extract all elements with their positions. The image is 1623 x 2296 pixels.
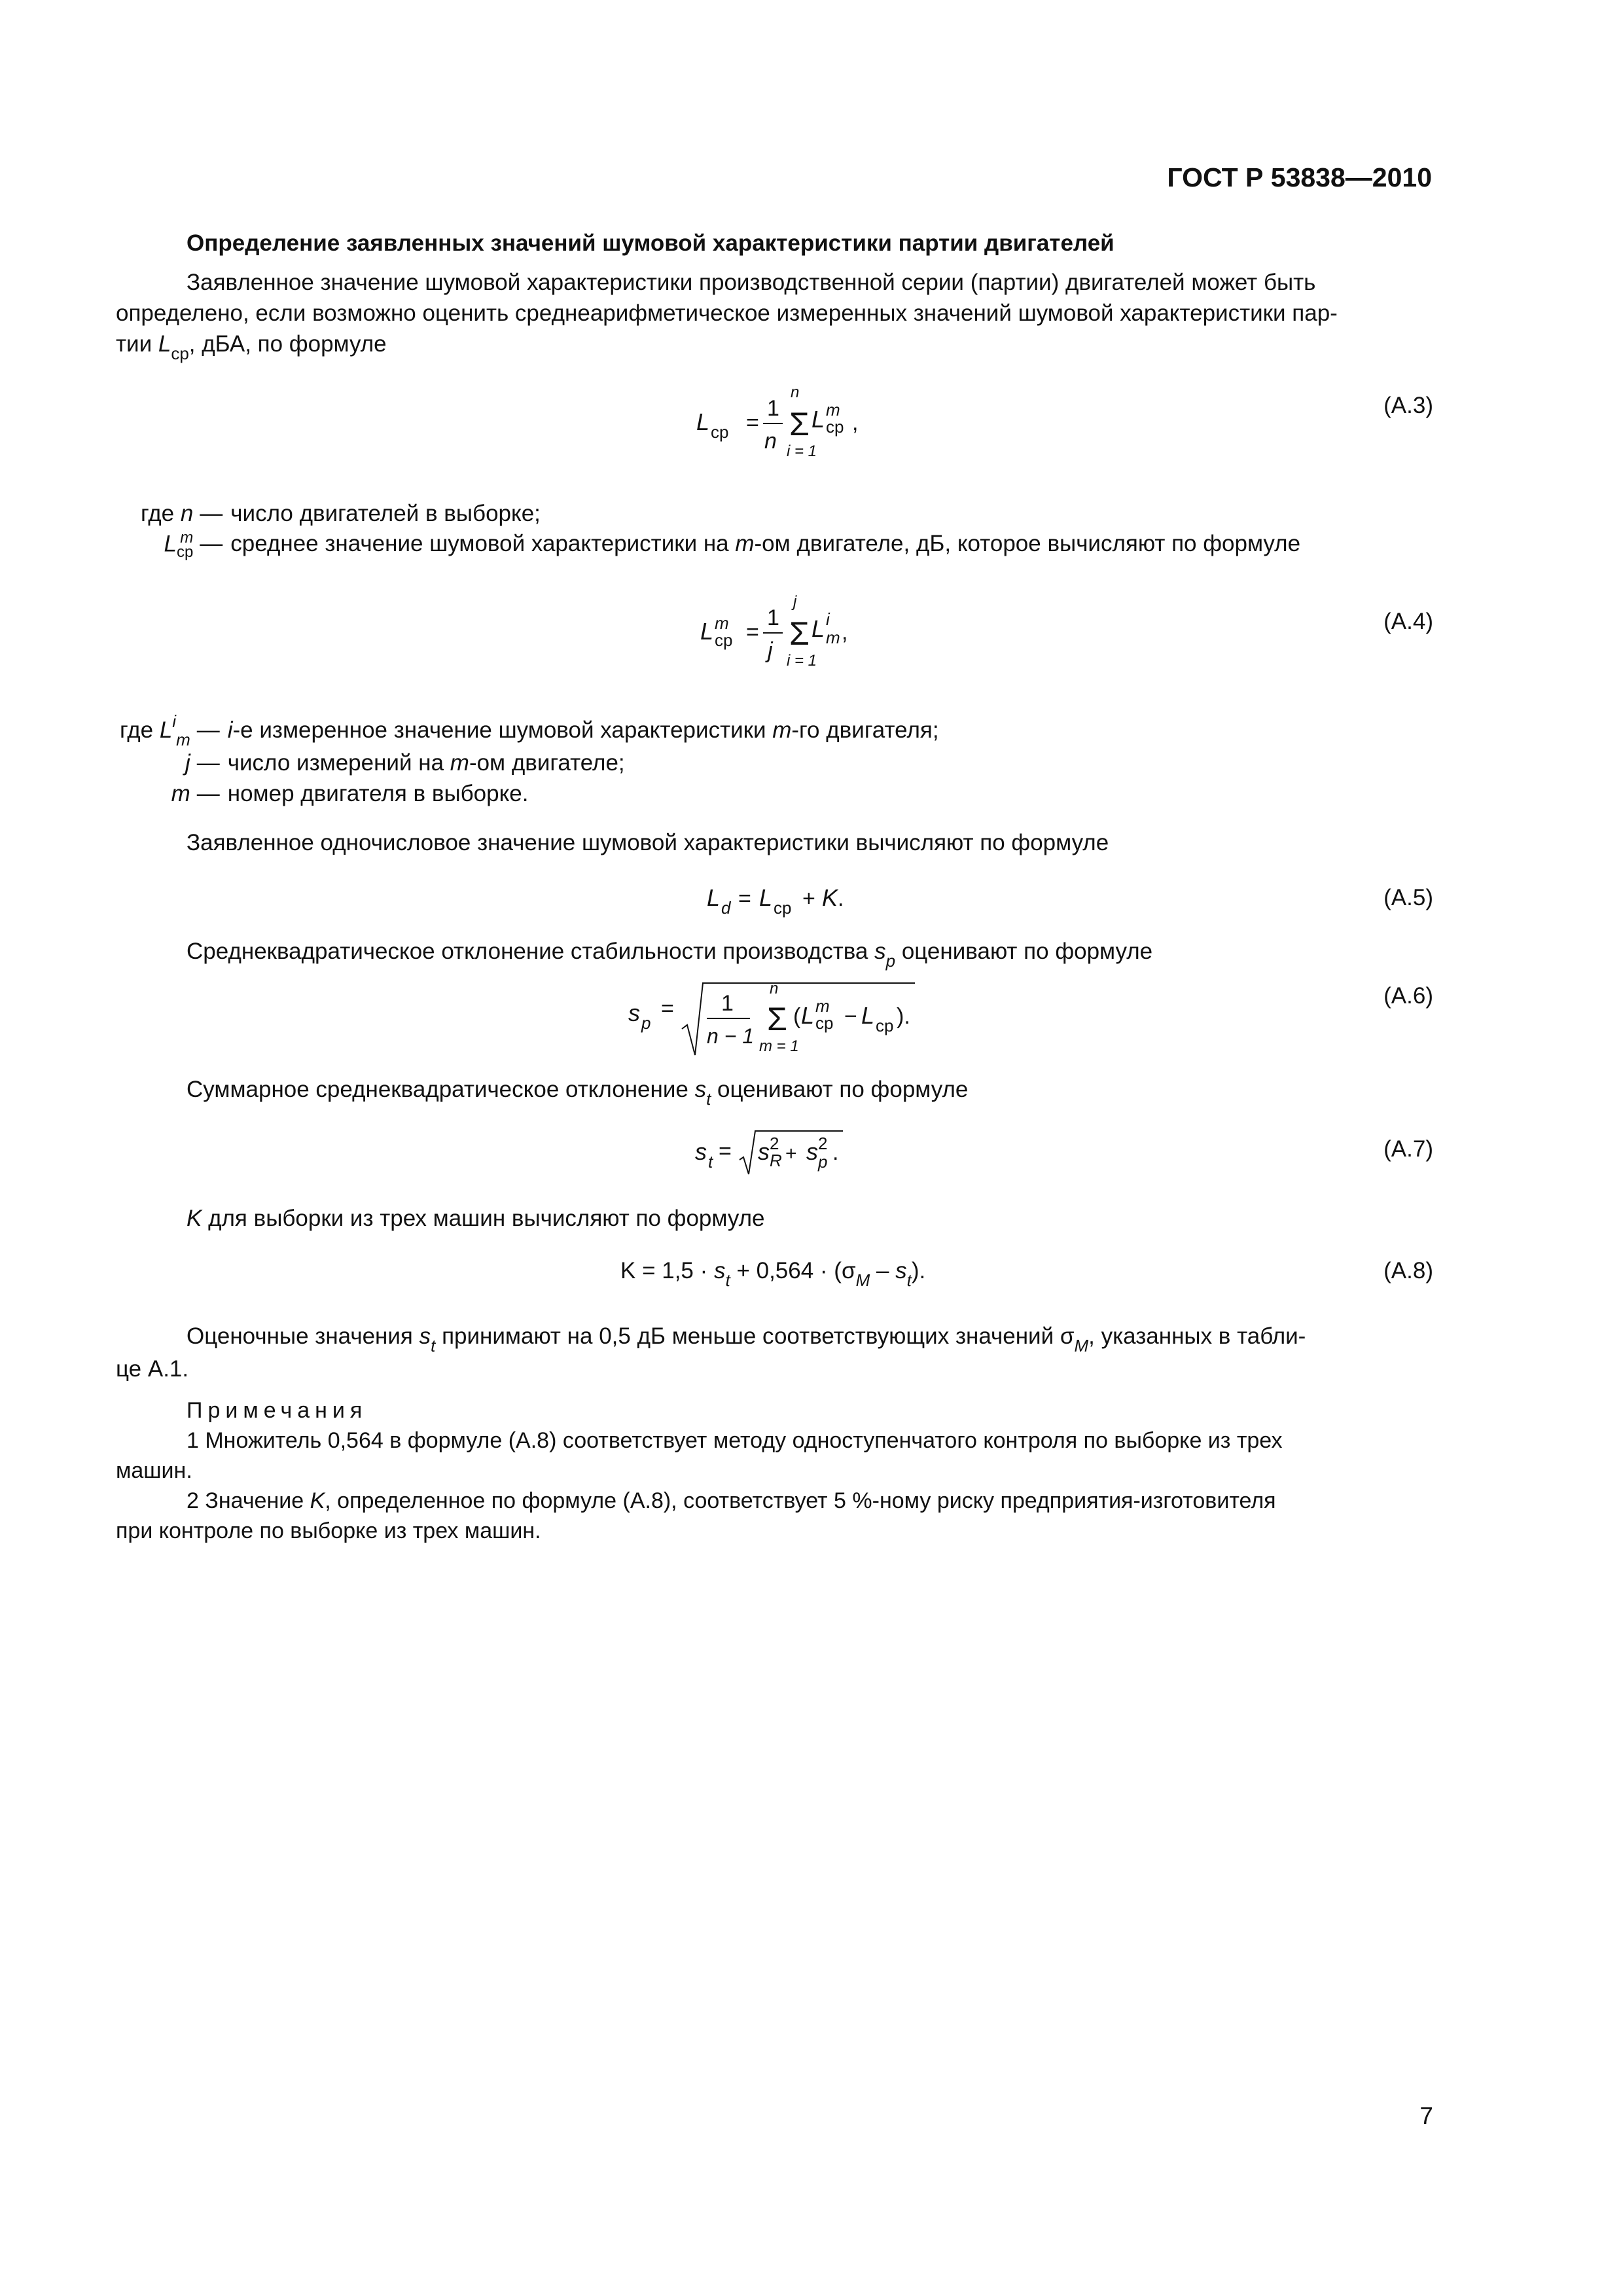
equation-a7 <box>687 1119 910 1185</box>
eq-a4-tail: , <box>842 620 848 645</box>
eq-a6-number: (A.6) <box>1383 983 1433 1009</box>
eq-a3-tail: , <box>852 410 859 435</box>
eq-a7-t1-sup: 2 <box>770 1134 779 1153</box>
eq-a7-plus: + <box>785 1143 797 1164</box>
text-before-a8: K для выборки из трех машин вычисляют по формуле <box>187 1206 765 1231</box>
eq-a4-sigma: Σ <box>789 615 810 652</box>
eq-a4-denominator: j <box>768 638 773 663</box>
where-clause-1: где n — число двигателей в выборке; L m ср — среднее значение шумовой характеристики на m-ом двигателе, дБ, которое вычисляют по формуле <box>141 501 1301 561</box>
eq-a4-number: (A.4) <box>1383 609 1433 634</box>
eq-a6-t1-sup: m <box>815 996 830 1016</box>
intro-line-1: Заявленное значение шумовой характеристики производственной серии (партии) двигателей может быть <box>187 270 1316 295</box>
eq-a6-t1: L <box>801 1002 815 1029</box>
eq-a7-lhs: s <box>695 1138 707 1165</box>
notes-title: Примечания <box>187 1398 368 1423</box>
eq-a3-numerator: 1 <box>767 396 779 421</box>
eq-a6-t2-sub: ср <box>876 1016 894 1035</box>
eq-a4-lhs: L <box>700 618 714 645</box>
eq-a8-number: (A.8) <box>1383 1258 1433 1283</box>
eq-a3-number: (A.3) <box>1383 393 1433 418</box>
note-2-line-2: при контроле по выборке из трех машин. <box>116 1518 541 1543</box>
intro-paragraph <box>116 267 1435 361</box>
eq-a6-minus: − <box>844 1004 857 1029</box>
intro-line-3: тии $L_{ср}$, дБА, по формуле <box>116 331 387 363</box>
eq-a4-lower: i = 1 <box>787 652 817 670</box>
eq-a6-equals: = <box>661 996 674 1021</box>
eq-a7-t1: s <box>758 1138 770 1165</box>
eq-a6-t2: L <box>861 1002 875 1029</box>
equation-a3 <box>681 383 916 481</box>
eq-a5-lhs-sub: d <box>721 898 731 918</box>
eq-a7-t2-sup: 2 <box>818 1134 828 1153</box>
eq-a7-tail: . <box>832 1140 839 1165</box>
eq-a3-term: L <box>812 406 825 433</box>
equation-a5 <box>694 877 890 923</box>
eq-a4-term: L <box>812 615 825 642</box>
eq-a6-close: ). <box>897 1004 910 1029</box>
eq-a3-lhs-sub: ср <box>711 422 729 442</box>
eq-a4-lhs-sub: ср <box>715 630 733 650</box>
eq-a6-numerator: 1 <box>721 991 734 1016</box>
notes-block <box>116 1395 1435 1546</box>
eq-a3-term-sup: m <box>826 400 840 420</box>
eq-a5-equals: = <box>738 886 751 911</box>
eq-a5-t1-sub: ср <box>774 898 792 918</box>
equation-a4 <box>681 592 916 691</box>
intro-line-2: определено, если возможно оценить среднеарифметическое измеренных значений шумовой характеристики пар- <box>116 300 1338 326</box>
eq-a6-lhs: s <box>628 999 640 1026</box>
text-before-a5: Заявленное одночисловое значение шумовой характеристики вычисляют по формуле <box>187 830 1109 855</box>
note-1-line-1: 1 Множитель 0,564 в формуле (А.8) соответствует методу одноступенчатого контроля по выборке из трех <box>187 1428 1283 1453</box>
eq-a3-upper: n <box>791 384 800 401</box>
eq-a6-open: ( <box>793 1004 801 1029</box>
where-clause-2: где $L^i_m$ — i-е измеренное значение шумовой характеристики m-го двигателя; j — число измерений на m-ом двигателе; m — номер двигателя в выборке. <box>120 711 939 806</box>
section-title: Определение заявленных значений шумовой характеристики партии двигателей <box>187 230 1115 256</box>
eq-a7-t2-sub: p <box>818 1152 828 1172</box>
eq-a3-sigma: Σ <box>789 406 810 442</box>
eq-a5-t2: K <box>822 884 838 911</box>
eq-a4-equals: = <box>746 620 759 645</box>
eq-a4-term-sup: i <box>826 609 830 629</box>
eq-a3-lower: i = 1 <box>787 442 817 460</box>
eq-a7-t2: s <box>806 1138 818 1165</box>
eq-a7-t1-sub: R <box>770 1151 782 1170</box>
eq-a5-plus: + <box>802 886 815 911</box>
note-1-line-2: машин. <box>116 1458 192 1483</box>
eq-a5-t1: L <box>759 884 773 911</box>
eq-a6-upper: n <box>770 980 779 997</box>
text-before-a6: Среднеквадратическое отклонение стабильности производства $s_p$ оценивают по формуле <box>187 939 1153 971</box>
eq-a5-number: (A.5) <box>1383 885 1433 910</box>
eq-a3-term-sub: ср <box>826 417 844 437</box>
estimate-line-2: це А.1. <box>116 1356 189 1382</box>
standard-header: ГОСТ Р 53838—2010 <box>1167 162 1432 192</box>
eq-a5-tail: . <box>838 886 844 911</box>
eq-a4-numerator: 1 <box>767 605 779 630</box>
eq-a7-number: (A.7) <box>1383 1136 1433 1162</box>
eq-a7-equals: = <box>719 1139 732 1164</box>
equation-a6 <box>622 969 949 1067</box>
eq-a6-lhs-sub: p <box>641 1013 651 1033</box>
eq-a3-denominator: n <box>764 429 777 454</box>
eq-a6-lower: m = 1 <box>759 1037 799 1055</box>
eq-a4-lhs-sup: m <box>715 613 729 633</box>
eq-a6-sigma: Σ <box>767 1001 787 1037</box>
page-number: 7 <box>1419 2102 1433 2129</box>
eq-a3-lhs: L <box>696 408 710 435</box>
eq-a4-upper: j <box>793 593 797 611</box>
text-before-a7: Суммарное среднеквадратическое отклонение $s_t$ оценивают по формуле <box>187 1077 969 1109</box>
equation-a8: $K = 1,5 \cdot s_t + 0,564 \cdot (\sigma_M - s_t)$. <box>620 1258 926 1290</box>
eq-a4-term-sub: m <box>826 628 840 647</box>
eq-a3-equals: = <box>746 410 759 435</box>
eq-a5-lhs: L <box>707 884 721 911</box>
eq-a6-t1-sub: ср <box>815 1013 834 1033</box>
estimate-paragraph: Оценочные значения $s_t$ принимают на 0,5 дБ меньше соответствующих значений $\sigma_M$, указанных в табли- це А.1. <box>116 1321 1435 1384</box>
eq-a6-denominator: n − 1 <box>707 1024 755 1048</box>
eq-a7-lhs-sub: t <box>708 1152 713 1172</box>
note-2-line-1: 2 Значение K, определенное по формуле (А.8), соответствует 5 %-ному риску предприятия-изготовителя <box>187 1488 1276 1513</box>
